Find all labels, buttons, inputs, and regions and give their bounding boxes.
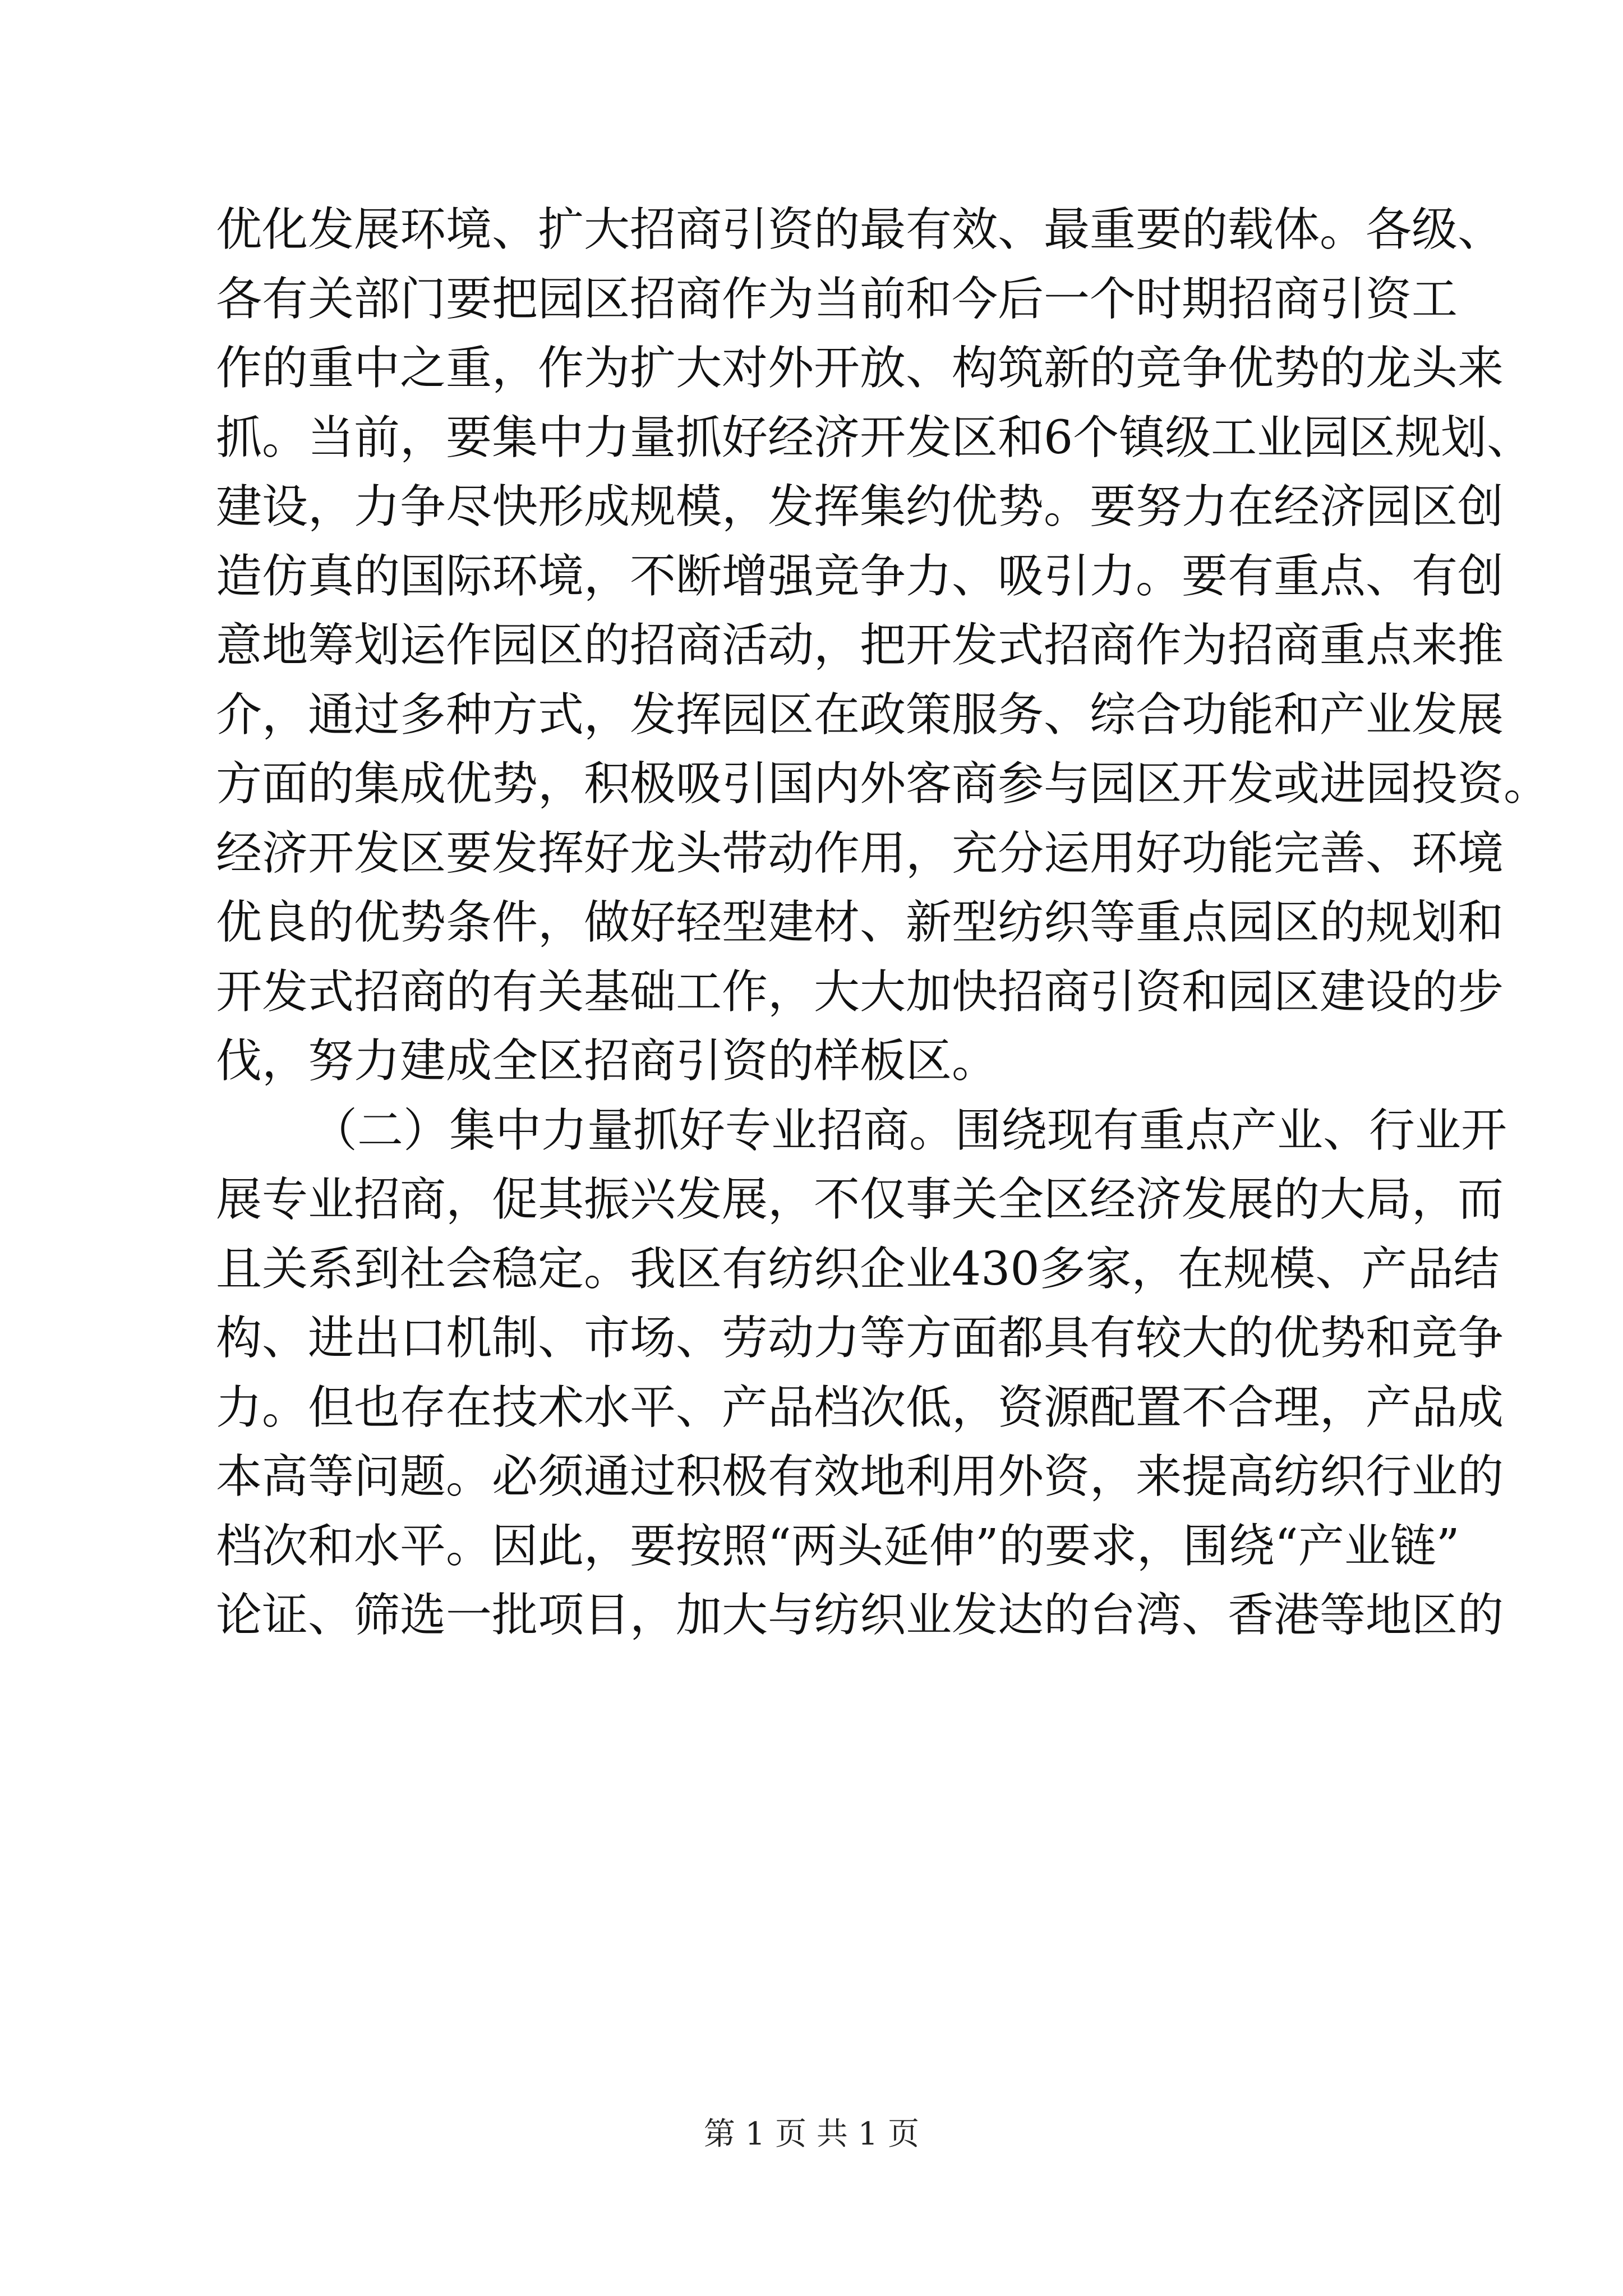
text-line: 作的重中之重，作为扩大对外开放、构筑新的竞争优势的龙头来 — [216, 342, 1504, 395]
section-heading-line: （二）集中力量抓好专业招商。围绕现有重点产业、行业开 — [311, 1103, 1507, 1157]
text-line: 造仿真的国际环境，不断增强竞争力、吸引力。要有重点、有创 — [216, 549, 1504, 603]
text-line: 开发式招商的有关基础工作，大大加快招商引资和园区建设的步 — [216, 965, 1504, 1019]
text-line: 论证、筛选一批项目，加大与纺织业发达的台湾、香港等地区的 — [216, 1589, 1504, 1642]
text-line: 经济开发区要发挥好龙头带动作用，充分运用好功能完善、环境 — [216, 826, 1504, 880]
page-number-footer: 第 1 页 共 1 页 — [703, 2116, 920, 2152]
text-line: 本高等问题。必须通过积极有效地利用外资，来提高纺织行业的 — [216, 1450, 1504, 1503]
text-line: 档次和水平。因此，要按照“两头延伸”的要求，围绕“产业链” — [216, 1519, 1460, 1573]
document-body — [216, 195, 1550, 1650]
text-line: 各有关部门要把园区招商作为当前和今后一个时期招商引资工 — [216, 272, 1458, 326]
text-line: 展专业招商，促其振兴发展，不仅事关全区经济发展的大局，而 — [216, 1173, 1504, 1226]
text-line: 优化发展环境、扩大招商引资的最有效、最重要的载体。各级、 — [216, 203, 1504, 256]
text-line: 抓。当前，要集中力量抓好经济开发区和6个镇级工业园区规划、 — [216, 411, 1533, 464]
text-line: 方面的集成优势，积极吸引国内外客商参与园区开发或进园投资。 — [216, 757, 1550, 811]
text-line: 建设，力争尽快形成规模，发挥集约优势。要努力在经济园区创 — [216, 480, 1504, 533]
text-line: 意地筹划运作园区的招商活动，把开发式招商作为招商重点来推 — [216, 619, 1504, 672]
text-line: 且关系到社会稳定。我区有纺织企业430多家，在规模、产品结 — [216, 1242, 1500, 1296]
text-line: 伐，努力建成全区招商引资的样板区。 — [216, 1034, 998, 1088]
text-line: 介，通过多种方式，发挥园区在政策服务、综合功能和产业发展 — [216, 688, 1504, 742]
text-line: 力。但也存在技术水平、产品档次低，资源配置不合理，产品成 — [216, 1381, 1504, 1434]
text-line: 构、进出口机制、市场、劳动力等方面都具有较大的优势和竞争 — [216, 1312, 1504, 1365]
text-line: 优良的优势条件，做好轻型建材、新型纺织等重点园区的规划和 — [216, 896, 1504, 949]
